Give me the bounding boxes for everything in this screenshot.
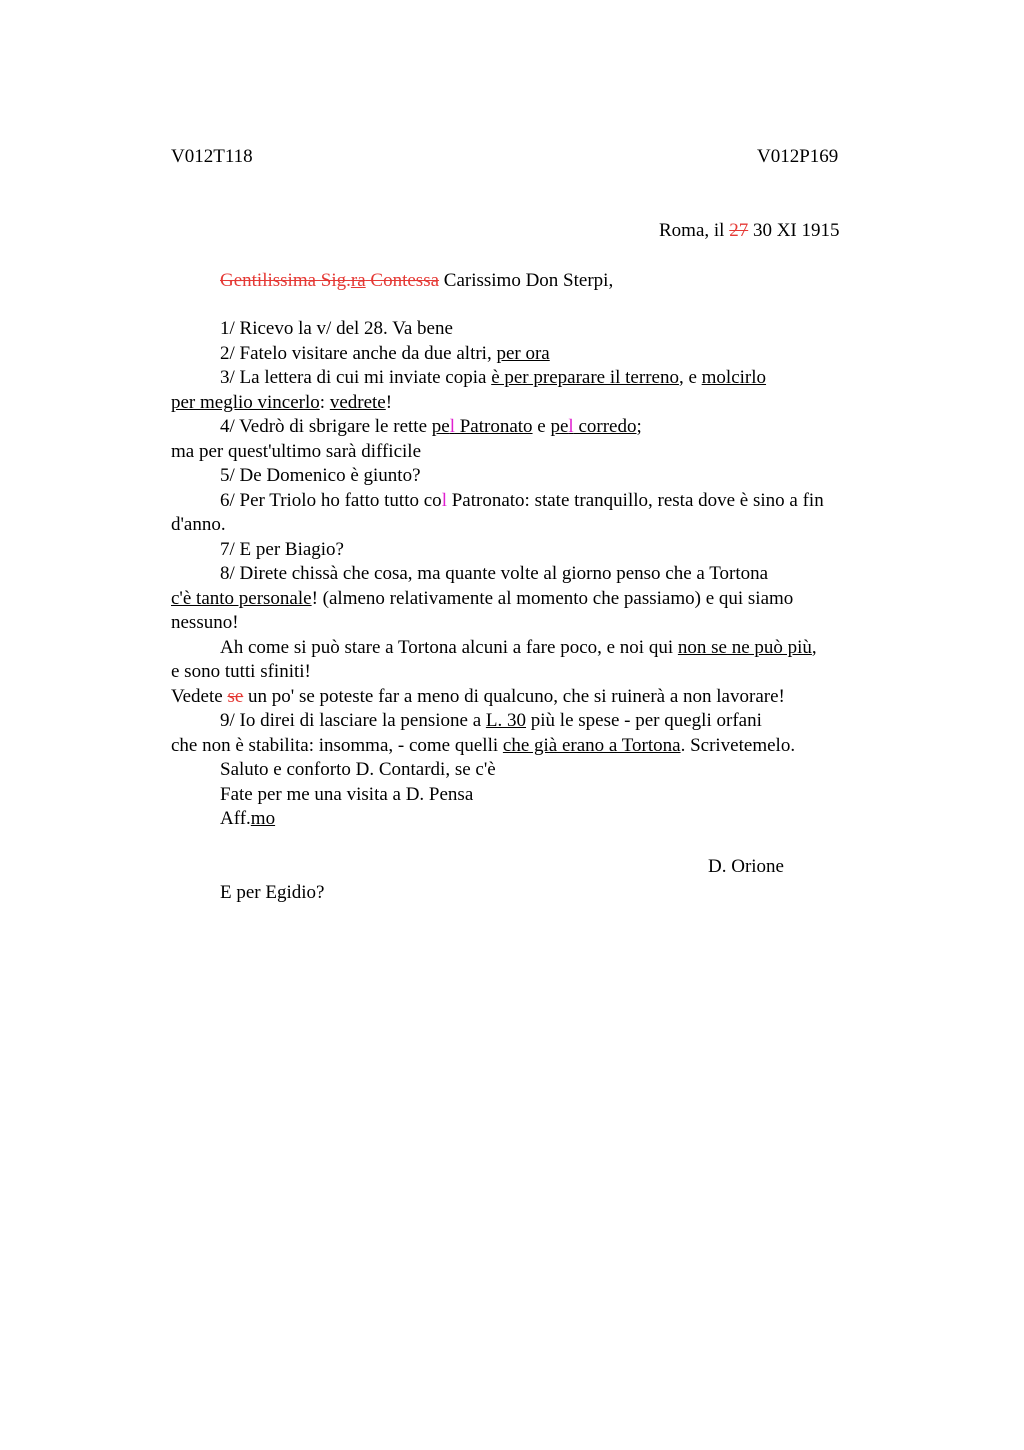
- item-6: 6/ Per Triolo ho fatto tutto col Patronato: state tranquillo, resta dove è sino a fin: [220, 490, 824, 511]
- item-8: 8/ Direte chissà che cosa, ma quante volte al giorno penso che a Tortona: [220, 563, 769, 584]
- paragraph-tortona-cont: e sono tutti sfiniti!: [171, 661, 311, 682]
- postscript: E per Egidio?: [220, 882, 325, 903]
- paragraph-tortona: Ah come si può stare a Tortona alcuni a fare poco, e noi qui non se ne può più,: [220, 637, 817, 658]
- item-8-cont: c'è tanto personale! (almeno relativamente al momento che passiamo) e qui siamo: [171, 588, 794, 609]
- item-3: 3/ La lettera di cui mi inviate copia è per preparare il terreno, e molcirlo: [220, 367, 767, 388]
- letter-date: Roma, il 27 30 XI 1915: [659, 220, 840, 241]
- item-3-cont: per meglio vincerlo: vedrete!: [171, 392, 393, 413]
- item-9-cont: che non è stabilita: insomma, - come quelli che già erano a Tortona. Scrivetemelo.: [171, 735, 796, 756]
- greeting-contardi: Saluto e conforto D. Contardi, se c'è: [220, 759, 496, 780]
- item-6-cont: d'anno.: [171, 514, 226, 535]
- item-4: 4/ Vedrò di sbrigare le rette pel Patronato e pel corredo;: [220, 416, 642, 437]
- item-5: 5/ De Domenico è giunto?: [220, 465, 421, 486]
- item-1: 1/ Ricevo la v/ del 28. Va bene: [220, 318, 453, 339]
- paragraph-vedete: Vedete se un po' se poteste far a meno di qualcuno, che si ruinerà a non lavorare!: [171, 686, 785, 707]
- item-4-cont: ma per quest'ultimo sarà difficile: [171, 441, 421, 462]
- item-8-cont2: nessuno!: [171, 612, 239, 633]
- signature: D. Orione: [708, 856, 784, 877]
- visit-pensa: Fate per me una visita a D. Pensa: [220, 784, 474, 805]
- document-code-right: V012P169: [757, 146, 839, 167]
- closing: Aff.mo: [220, 808, 276, 829]
- item-9: 9/ Io direi di lasciare la pensione a L. 30 più le spese - per quegli orfani: [220, 710, 762, 731]
- salutation: Gentilissima Sig.ra Contessa Carissimo Don Sterpi,: [220, 270, 614, 291]
- deleted-day: 27: [729, 220, 749, 241]
- item-2: 2/ Fatelo visitare anche da due altri, per ora: [220, 343, 550, 364]
- document-code-left: V012T118: [171, 146, 253, 167]
- item-7: 7/ E per Biagio?: [220, 539, 344, 560]
